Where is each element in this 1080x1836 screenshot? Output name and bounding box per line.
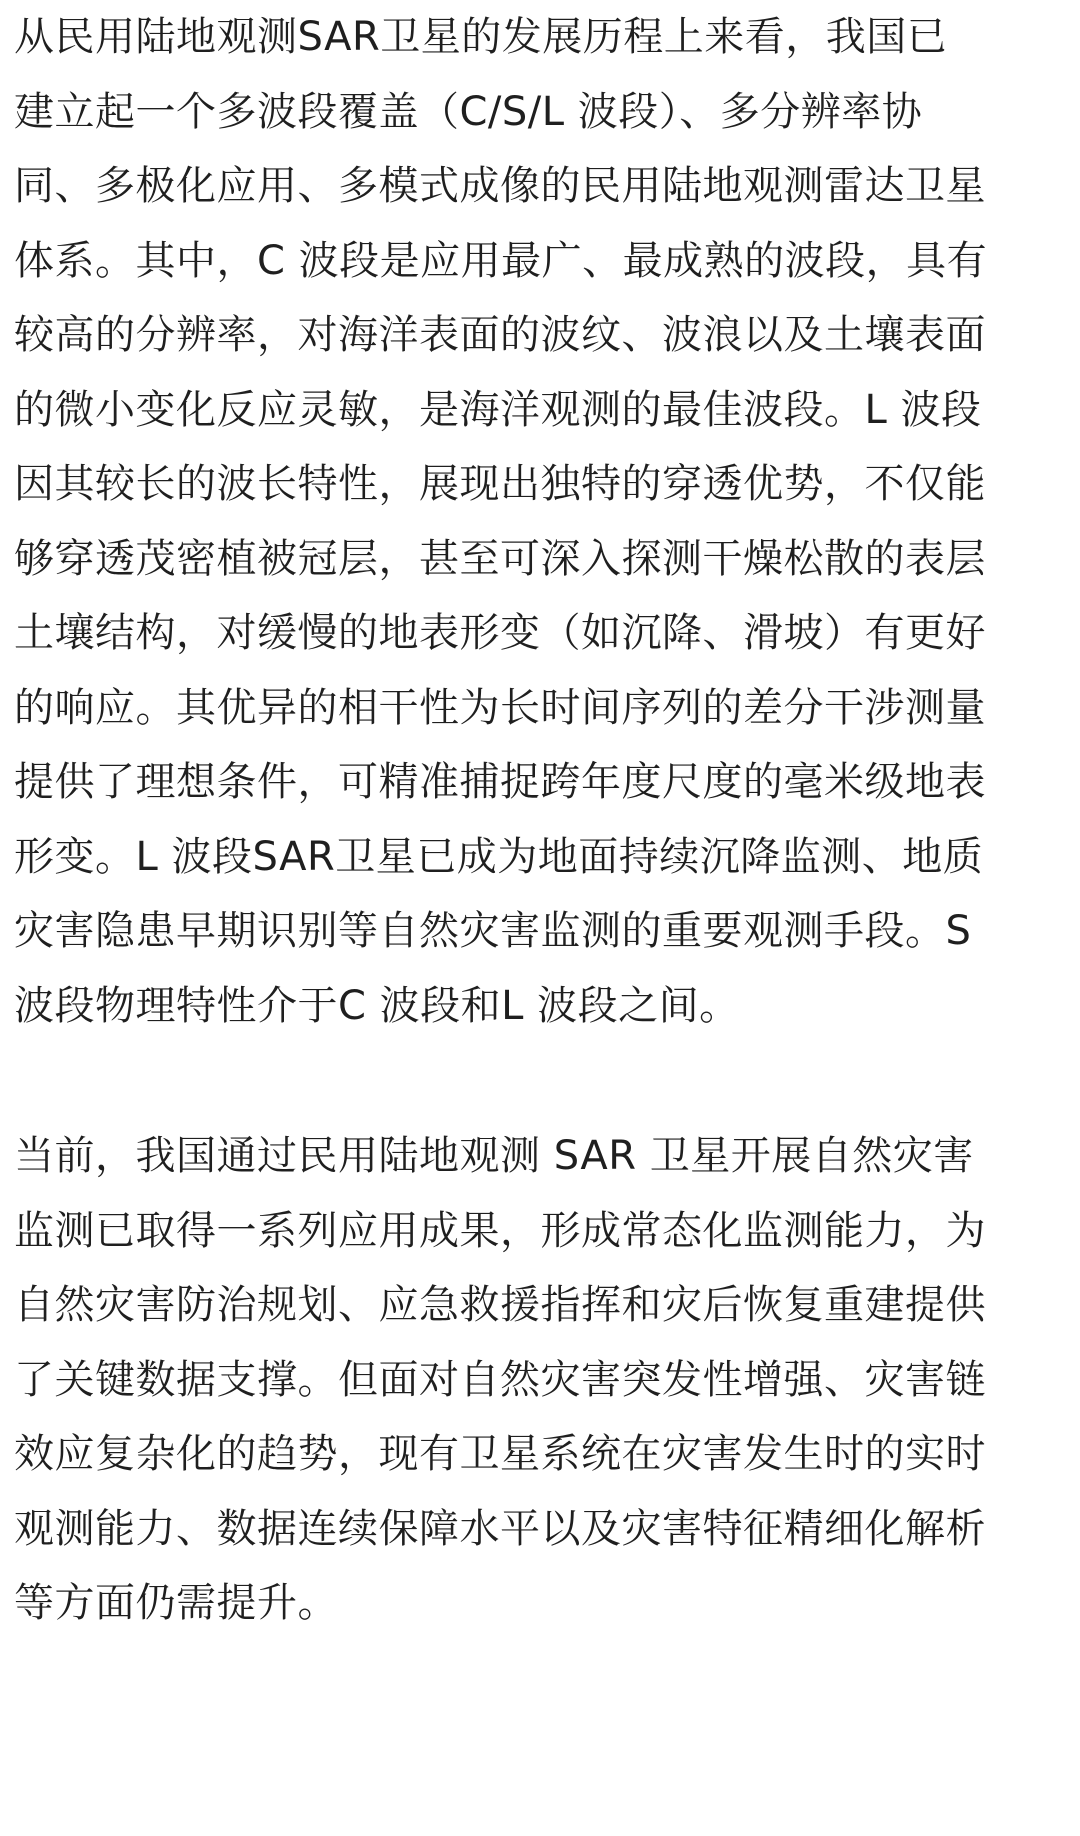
paragraph-line: 形变。L 波段SAR卫星已成为地面持续沉降监测、地质	[14, 833, 984, 880]
paragraph-line: 观测能力、数据连续保障水平以及灾害特征精细化解析	[14, 1505, 986, 1552]
paragraph-line: 灾害隐患早期识别等自然灾害监测的重要观测手段。S	[14, 908, 972, 954]
paragraph-line: 建立起一个多波段覆盖（C/S/L 波段）、多分辨率协	[14, 88, 923, 135]
paragraph-line: 同、多极化应用、多模式成像的民用陆地观测雷达卫星	[14, 163, 986, 209]
paragraph-line: 体系。其中，C 波段是应用最广、最成熟的波段，具有	[14, 237, 988, 284]
paragraph-line: 等方面仍需提升。	[14, 1580, 338, 1626]
paragraph-line: 了关键数据支撑。但面对自然灾害突发性增强、灾害链	[14, 1356, 986, 1403]
paragraph-line: 自然灾害防治规划、应急救援指挥和灾后恢复重建提供	[14, 1282, 986, 1328]
paragraph-line: 较高的分辨率，对海洋表面的波纹、波浪以及土壤表面	[14, 312, 986, 358]
paragraph-line: 监测已取得一系列应用成果，形成常态化监测能力，为	[14, 1207, 986, 1254]
paragraph-line: 的响应。其优异的相干性为长时间序列的差分干涉测量	[14, 684, 986, 731]
paragraph-line: 够穿透茂密植被冠层，甚至可深入探测干燥松散的表层	[14, 535, 986, 582]
paragraph-line: 当前，我国通过民用陆地观测 SAR 卫星开展自然灾害	[14, 1133, 974, 1179]
paragraph-line: 波段物理特性介于C 波段和L 波段之间。	[14, 982, 740, 1029]
paragraph-line: 因其较长的波长特性，展现出独特的穿透优势，不仅能	[14, 461, 986, 507]
paragraph-line: 土壤结构，对缓慢的地表形变（如沉降、滑坡）有更好	[14, 610, 986, 656]
paragraph-disaster-monitoring	[14, 1119, 1074, 1641]
paragraph-line: 的微小变化反应灵敏，是海洋观测的最佳波段。L 波段	[14, 386, 982, 433]
article-body	[14, 0, 1074, 1641]
paragraph-sar-band-overview	[14, 0, 1074, 1043]
paragraph-line: 从民用陆地观测SAR卫星的发展历程上来看，我国已	[14, 14, 948, 60]
paragraph-line: 提供了理想条件，可精准捕捉跨年度尺度的毫米级地表	[14, 759, 986, 805]
paragraph-line: 效应复杂化的趋势，现有卫星系统在灾害发生时的实时	[14, 1431, 986, 1477]
paragraph-spacer	[14, 1043, 1074, 1119]
